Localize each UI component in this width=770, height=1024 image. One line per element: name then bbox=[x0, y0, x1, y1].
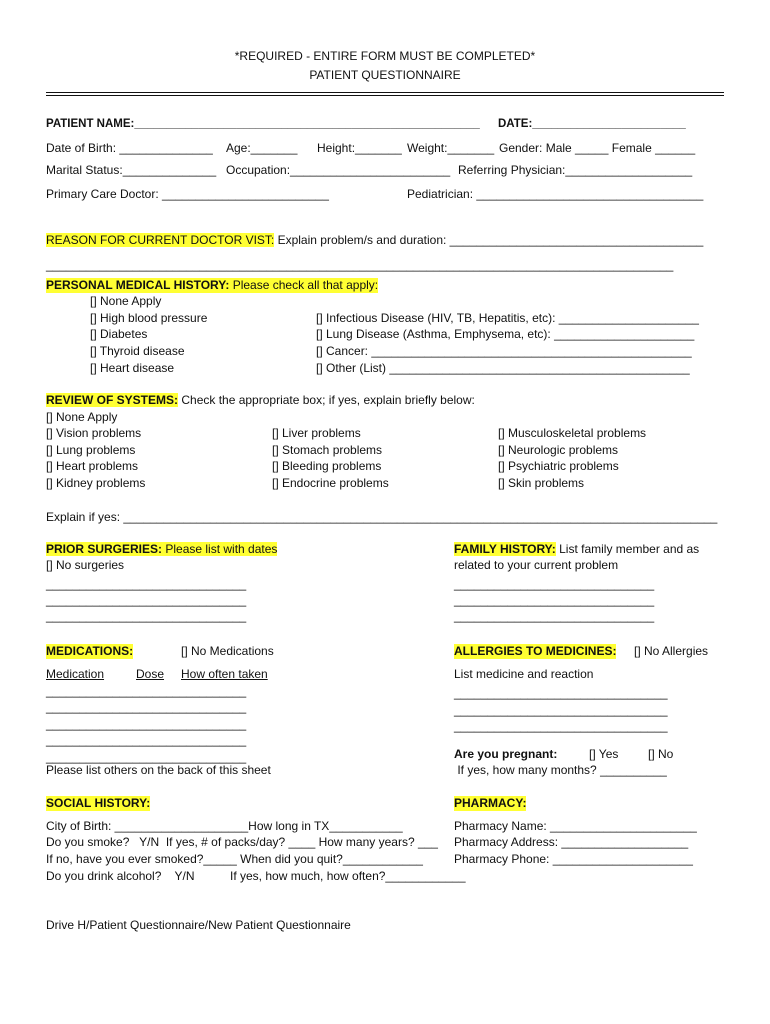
ros-checkbox[interactable]: [] None Apply bbox=[46, 410, 118, 424]
pmh-checkbox[interactable]: [] Infectious Disease (HIV, TB, Hepatitis, etc): _____________________ bbox=[316, 311, 699, 325]
pmh-checkbox[interactable]: [] Other (List) _____________________________________________ bbox=[316, 361, 690, 375]
patient-name-field[interactable]: PATIENT NAME:______________________________________________________ bbox=[46, 118, 480, 130]
ros-checkbox[interactable]: [] Bleeding problems bbox=[272, 459, 382, 473]
dob-field[interactable]: Date of Birth: ______________ bbox=[46, 141, 213, 155]
reason-field[interactable]: Explain problem/s and duration: ______________________________________ bbox=[274, 233, 704, 247]
pmh-checkbox[interactable]: [] Heart disease bbox=[90, 361, 175, 375]
surgery-line[interactable]: ______________________________ bbox=[46, 593, 247, 607]
city-of-birth-field[interactable]: City of Birth: ____________________How long in TX___________ bbox=[46, 819, 403, 833]
medications-note: Please list others on the back of this sheet bbox=[46, 763, 271, 777]
pmh-instruction: Please check all that apply: bbox=[229, 278, 379, 292]
smoke-field[interactable]: Do you smoke? Y/N If yes, # of packs/day? ____ How many years? ___ bbox=[46, 835, 438, 849]
surgeries-row bbox=[46, 542, 277, 557]
pmh-checkbox[interactable]: [] Lung Disease (Asthma, Emphysema, etc): _____________________ bbox=[316, 327, 695, 341]
header-divider bbox=[46, 92, 724, 93]
pediatrician-field[interactable]: Pediatrician: __________________________________ bbox=[407, 187, 704, 201]
form-title: *REQUIRED - ENTIRE FORM MUST BE COMPLETED* bbox=[234, 49, 536, 63]
ros-checkbox[interactable]: [] Lung problems bbox=[46, 443, 136, 457]
ever-smoked-field[interactable]: If no, have you ever smoked?_____ When did you quit?____________ bbox=[46, 852, 423, 866]
referring-physician-field[interactable]: Referring Physician:___________________ bbox=[458, 163, 693, 177]
date-field[interactable]: DATE:________________________ bbox=[498, 118, 686, 130]
medication-line[interactable]: ______________________________ bbox=[46, 684, 247, 698]
ros-explain-field[interactable]: Explain if yes: _________________________________________________________________________________________ bbox=[46, 510, 718, 524]
allergies-instruction: List medicine and reaction bbox=[454, 667, 594, 681]
col-medication: Medication bbox=[46, 667, 105, 681]
pharmacy-heading: PHARMACY: bbox=[454, 796, 527, 810]
ros-checkbox[interactable]: [] Vision problems bbox=[46, 426, 142, 440]
reason-line-2[interactable]: ______________________________________________________________________________________________ bbox=[46, 258, 674, 272]
reason-heading: REASON FOR CURRENT DOCTOR VIST: bbox=[46, 233, 275, 247]
weight-field[interactable]: Weight:_______ bbox=[407, 141, 495, 155]
ros-checkbox[interactable]: [] Musculoskeletal problems bbox=[498, 426, 647, 440]
family-row bbox=[454, 542, 699, 557]
marital-status-field[interactable]: Marital Status:______________ bbox=[46, 163, 217, 177]
ros-checkbox[interactable]: [] Heart problems bbox=[46, 459, 139, 473]
ros-heading: REVIEW OF SYSTEMS: bbox=[46, 393, 179, 407]
medication-line[interactable]: ______________________________ bbox=[46, 700, 247, 714]
no-surgeries-checkbox[interactable]: [] No surgeries bbox=[46, 558, 125, 572]
surgery-line[interactable]: ______________________________ bbox=[46, 609, 247, 623]
col-dose: Dose bbox=[136, 667, 165, 681]
ros-checkbox[interactable]: [] Liver problems bbox=[272, 426, 361, 440]
pharmacy-address-field[interactable]: Pharmacy Address: ___________________ bbox=[454, 835, 689, 849]
pmh-heading: PERSONAL MEDICAL HISTORY: bbox=[46, 278, 230, 292]
allergy-line[interactable]: ________________________________ bbox=[454, 719, 668, 733]
primary-care-doctor-field[interactable]: Primary Care Doctor: _________________________ bbox=[46, 187, 329, 201]
ros-checkbox[interactable]: [] Neurologic problems bbox=[498, 443, 619, 457]
pmh-checkbox[interactable]: [] None Apply bbox=[90, 294, 162, 308]
header-divider-2 bbox=[46, 95, 724, 96]
ros-checkbox[interactable]: [] Endocrine problems bbox=[272, 476, 389, 490]
alcohol-amount-field[interactable]: If yes, how much, how often?____________ bbox=[230, 869, 466, 883]
ros-checkbox[interactable]: [] Skin problems bbox=[498, 476, 585, 490]
social-heading: SOCIAL HISTORY: bbox=[46, 796, 151, 810]
ros-checkbox[interactable]: [] Psychiatric problems bbox=[498, 459, 619, 473]
surgeries-instruction: Please list with dates bbox=[162, 542, 278, 556]
age-field[interactable]: Age:_______ bbox=[226, 141, 298, 155]
surgeries-heading: PRIOR SURGERIES: bbox=[46, 542, 163, 556]
footer-path: Drive H/Patient Questionnaire/New Patient Questionnaire bbox=[46, 918, 351, 932]
family-heading: FAMILY HISTORY: bbox=[454, 542, 556, 556]
pregnant-no-checkbox[interactable]: [] No bbox=[648, 747, 674, 761]
pmh-checkbox[interactable]: [] High blood pressure bbox=[90, 311, 208, 325]
alcohol-field[interactable]: Do you drink alcohol? Y/N bbox=[46, 869, 195, 883]
ros-checkbox[interactable]: [] Kidney problems bbox=[46, 476, 146, 490]
pharmacy-phone-field[interactable]: Pharmacy Phone: _____________________ bbox=[454, 852, 693, 866]
height-field[interactable]: Height:_______ bbox=[317, 141, 402, 155]
pmh-checkbox[interactable]: [] Diabetes bbox=[90, 327, 148, 341]
reason-row bbox=[46, 233, 703, 248]
medications-heading: MEDICATIONS: bbox=[46, 644, 134, 658]
pregnancy-question: Are you pregnant: bbox=[454, 747, 558, 761]
family-instruction-2: related to your current problem bbox=[454, 558, 619, 572]
family-line[interactable]: ______________________________ bbox=[454, 593, 655, 607]
family-instruction: List family member and as bbox=[555, 542, 700, 556]
allergies-heading: ALLERGIES TO MEDICINES: bbox=[454, 644, 617, 658]
col-how-often: How often taken bbox=[181, 667, 268, 681]
pharmacy-name-field[interactable]: Pharmacy Name: ______________________ bbox=[454, 819, 697, 833]
ros-checkbox[interactable]: [] Stomach problems bbox=[272, 443, 383, 457]
medication-line[interactable]: ______________________________ bbox=[46, 750, 247, 764]
medication-line[interactable]: ______________________________ bbox=[46, 717, 247, 731]
pmh-checkbox[interactable]: [] Cancer: ________________________________________________ bbox=[316, 344, 692, 358]
medication-line[interactable]: ______________________________ bbox=[46, 733, 247, 747]
allergy-line[interactable]: ________________________________ bbox=[454, 703, 668, 717]
ros-row bbox=[46, 393, 475, 408]
pregnant-yes-checkbox[interactable]: [] Yes bbox=[589, 747, 619, 761]
surgery-line[interactable]: ______________________________ bbox=[46, 577, 247, 591]
pregnancy-months-field[interactable]: If yes, how many months? __________ bbox=[454, 763, 667, 777]
no-medications-checkbox[interactable]: [] No Medications bbox=[181, 644, 274, 658]
form-subtitle: PATIENT QUESTIONNAIRE bbox=[309, 68, 461, 82]
pmh-checkbox[interactable]: [] Thyroid disease bbox=[90, 344, 185, 358]
ros-instruction: Check the appropriate box; if yes, explain briefly below: bbox=[178, 393, 475, 407]
pmh-row bbox=[46, 278, 378, 293]
gender-field[interactable]: Gender: Male _____ Female ______ bbox=[499, 141, 696, 155]
family-line[interactable]: ______________________________ bbox=[454, 609, 655, 623]
family-line[interactable]: ______________________________ bbox=[454, 577, 655, 591]
no-allergies-checkbox[interactable]: [] No Allergies bbox=[634, 644, 709, 658]
occupation-field[interactable]: Occupation:________________________ bbox=[226, 163, 451, 177]
allergy-line[interactable]: ________________________________ bbox=[454, 686, 668, 700]
